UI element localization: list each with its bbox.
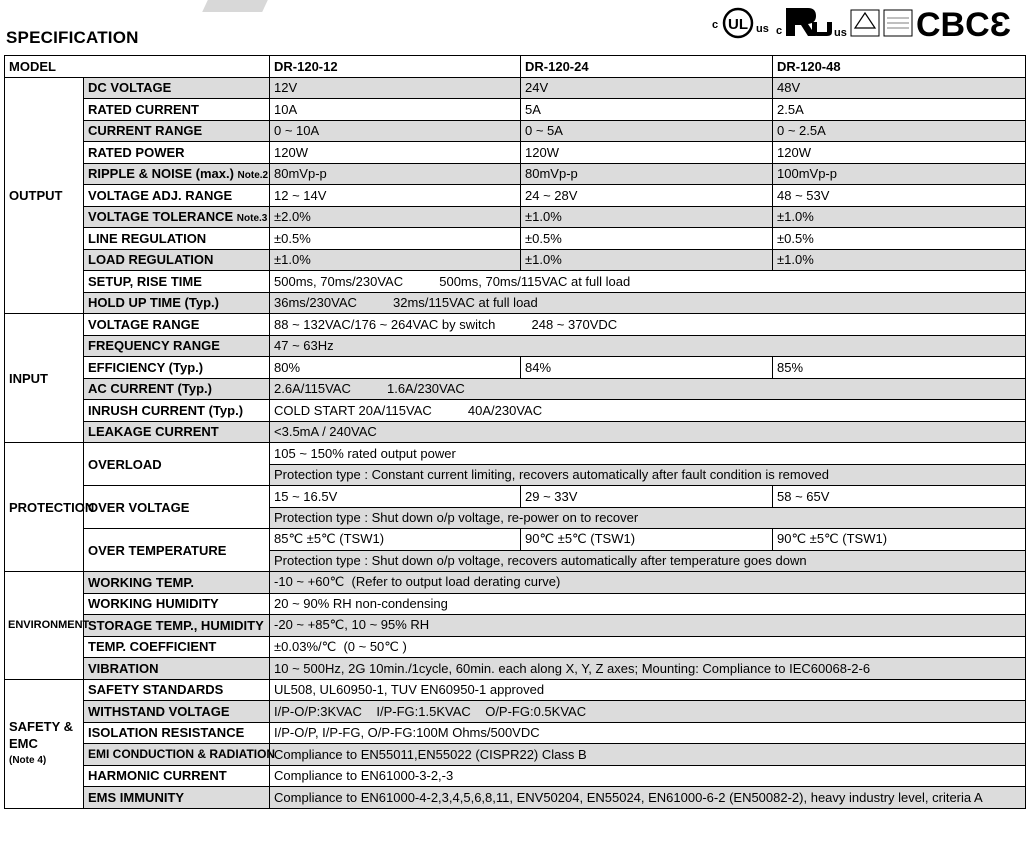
cert-logos-graphic	[700, 4, 1026, 44]
cell-value: ±1.0%	[773, 206, 1026, 228]
ru-u-icon	[812, 22, 832, 36]
row-label: INRUSH CURRENT (Typ.)	[84, 400, 270, 422]
cell-value: 80mVp-p	[521, 163, 773, 185]
row-label: HARMONIC CURRENT	[84, 765, 270, 787]
row-label: DC VOLTAGE	[84, 77, 270, 99]
group-safety-line1: SAFETY &	[9, 719, 74, 734]
cell-value: 2.5A	[773, 99, 1026, 121]
row-label: CURRENT RANGE	[84, 120, 270, 142]
specification-table	[4, 55, 1026, 809]
cell-value: 120W	[773, 142, 1026, 164]
model-col-3: DR-120-48	[773, 56, 1026, 78]
cell-value: <3.5mA / 240VAC	[270, 421, 1026, 443]
table-row	[5, 744, 1026, 766]
row-label: WITHSTAND VOLTAGE	[84, 701, 270, 723]
row-label: EMI CONDUCTION & RADIATION	[84, 744, 270, 766]
row-label-ripple	[84, 163, 270, 185]
cell-value: 24V	[521, 77, 773, 99]
table-row	[5, 421, 1026, 443]
row-label: SAFETY STANDARDS	[84, 679, 270, 701]
row-label: EFFICIENCY (Typ.)	[84, 357, 270, 379]
cell-value: ±0.5%	[521, 228, 773, 250]
table-row	[5, 529, 1026, 551]
table-row	[5, 206, 1026, 228]
cb-ce-mark: CBCƐ	[916, 6, 1011, 44]
page-title: SPECIFICATION	[6, 28, 139, 47]
table-row	[5, 228, 1026, 250]
cell-value: Compliance to EN61000-3-2,-3	[270, 765, 1026, 787]
cell-value: 120W	[270, 142, 521, 164]
cell-value: 29 ~ 33V	[521, 486, 773, 508]
cell-value: 15 ~ 16.5V	[270, 486, 521, 508]
table-row	[5, 572, 1026, 594]
decorative-corner	[202, 0, 268, 12]
cell-value: I/P-O/P, I/P-FG, O/P-FG:100M Ohms/500VDC	[270, 722, 1026, 744]
row-label: ISOLATION RESISTANCE	[84, 722, 270, 744]
row-label: EMS IMMUNITY	[84, 787, 270, 809]
table-row	[5, 314, 1026, 336]
table-row	[5, 163, 1026, 185]
cul-c-mark: c	[712, 19, 719, 31]
note-ref: Note.2	[237, 170, 269, 182]
row-label: LINE REGULATION	[84, 228, 270, 250]
cell-value: 0 ~ 10A	[270, 120, 521, 142]
cell-value: 48V	[773, 77, 1026, 99]
group-safety-line2: EMC	[9, 736, 38, 751]
table-row	[5, 787, 1026, 809]
cell-value: 58 ~ 65V	[773, 486, 1026, 508]
cell-value: ±1.0%	[521, 206, 773, 228]
table-row	[5, 615, 1026, 637]
row-label: FREQUENCY RANGE	[84, 335, 270, 357]
row-label: WORKING TEMP.	[84, 572, 270, 594]
cell-value: 5A	[521, 99, 773, 121]
cell-value: 84%	[521, 357, 773, 379]
cell-value: 90℃ ±5℃ (TSW1)	[773, 529, 1026, 551]
ru-recognized-icon	[786, 8, 816, 36]
certification-logos	[700, 4, 1026, 44]
row-label: VIBRATION	[84, 658, 270, 680]
ru-c-mark: c	[776, 25, 783, 37]
row-label: RATED CURRENT	[84, 99, 270, 121]
row-label-text: VOLTAGE TOLERANCE	[88, 209, 234, 225]
cell-value: ±1.0%	[521, 249, 773, 271]
cell-value: 36ms/230VAC 32ms/115VAC at full load	[270, 292, 1026, 314]
row-label: TEMP. COEFFICIENT	[84, 636, 270, 658]
cell-value: 88 ~ 132VAC/176 ~ 264VAC by switch 248 ~ 370VDC	[270, 314, 1026, 336]
table-row	[5, 701, 1026, 723]
cell-value: 100mVp-p	[773, 163, 1026, 185]
cell-value: 0 ~ 5A	[521, 120, 773, 142]
group-safety-emc	[5, 679, 84, 808]
table-row	[5, 292, 1026, 314]
table-row	[5, 142, 1026, 164]
row-label-text: RIPPLE & NOISE (max.)	[88, 166, 234, 182]
table-row	[5, 722, 1026, 744]
group-input: INPUT	[5, 314, 84, 443]
table-row	[5, 185, 1026, 207]
note-ref: Note.3	[236, 213, 268, 225]
cell-value: 10 ~ 500Hz, 2G 10min./1cycle, 60min. each along X, Y, Z axes; Mounting: Compliance to IEC60068-2-6	[270, 658, 1026, 680]
table-header-row	[5, 56, 1026, 78]
table-row	[5, 400, 1026, 422]
cell-value: 10A	[270, 99, 521, 121]
cell-value: 24 ~ 28V	[521, 185, 773, 207]
row-label: VOLTAGE RANGE	[84, 314, 270, 336]
model-header: MODEL	[5, 56, 270, 78]
cell-value: COLD START 20A/115VAC 40A/230VAC	[270, 400, 1026, 422]
cell-value: ±0.5%	[270, 228, 521, 250]
cell-value: Compliance to EN61000-4-2,3,4,5,6,8,11, ENV50204, EN55024, EN61000-6-2 (EN50082-2), heavy industry level, criteria A	[270, 787, 1026, 809]
table-row	[5, 99, 1026, 121]
row-label-tolerance	[84, 206, 270, 228]
row-label: OVER VOLTAGE	[84, 486, 270, 529]
cell-value: 12 ~ 14V	[270, 185, 521, 207]
table-row	[5, 679, 1026, 701]
group-protection: PROTECTION	[5, 443, 84, 572]
cell-value: ±1.0%	[270, 249, 521, 271]
cell-value: I/P-O/P:3KVAC I/P-FG:1.5KVAC O/P-FG:0.5KVAC	[270, 701, 1026, 723]
table-row	[5, 765, 1026, 787]
cell-value: 2.6A/115VAC 1.6A/230VAC	[270, 378, 1026, 400]
cell-value: 47 ~ 63Hz	[270, 335, 1026, 357]
row-label: STORAGE TEMP., HUMIDITY	[84, 615, 270, 637]
table-row	[5, 593, 1026, 615]
tuv-triangle-icon	[855, 13, 875, 28]
cell-value: 105 ~ 150% rated output power	[270, 443, 1026, 465]
cell-value: -10 ~ +60℃ (Refer to output load derating curve)	[270, 572, 1026, 594]
row-label: LOAD REGULATION	[84, 249, 270, 271]
table-row	[5, 357, 1026, 379]
table-row	[5, 443, 1026, 465]
cell-value: 90℃ ±5℃ (TSW1)	[521, 529, 773, 551]
cell-value: 0 ~ 2.5A	[773, 120, 1026, 142]
table-row	[5, 378, 1026, 400]
model-col-2: DR-120-24	[521, 56, 773, 78]
cell-value: 48 ~ 53V	[773, 185, 1026, 207]
row-label: RATED POWER	[84, 142, 270, 164]
group-output: OUTPUT	[5, 77, 84, 314]
cell-value: 80mVp-p	[270, 163, 521, 185]
row-label: OVERLOAD	[84, 443, 270, 486]
cul-us-mark: us	[756, 23, 769, 35]
table-row	[5, 335, 1026, 357]
table-row	[5, 77, 1026, 99]
cell-value: ±1.0%	[773, 249, 1026, 271]
table-row	[5, 249, 1026, 271]
model-col-1: DR-120-12	[270, 56, 521, 78]
row-label: VOLTAGE ADJ. RANGE	[84, 185, 270, 207]
cell-value: 120W	[521, 142, 773, 164]
cell-value: ±0.5%	[773, 228, 1026, 250]
row-label: AC CURRENT (Typ.)	[84, 378, 270, 400]
cell-value: ±0.03%/℃ (0 ~ 50℃ )	[270, 636, 1026, 658]
cell-value: 85%	[773, 357, 1026, 379]
cell-value: -20 ~ +85℃, 10 ~ 95% RH	[270, 615, 1026, 637]
row-label: LEAKAGE CURRENT	[84, 421, 270, 443]
ul-text: UL	[728, 16, 748, 33]
table-row	[5, 636, 1026, 658]
cell-value: Protection type : Shut down o/p voltage, recovers automatically after temperature goes down	[270, 550, 1026, 572]
table-row	[5, 120, 1026, 142]
ru-us-mark: us	[834, 27, 847, 39]
row-label: SETUP, RISE TIME	[84, 271, 270, 293]
row-label: OVER TEMPERATURE	[84, 529, 270, 572]
cell-value: Compliance to EN55011,EN55022 (CISPR22) Class B	[270, 744, 1026, 766]
table-row	[5, 658, 1026, 680]
cell-value: 85℃ ±5℃ (TSW1)	[270, 529, 521, 551]
table-row	[5, 271, 1026, 293]
group-environment: ENVIRONMENT	[5, 572, 84, 680]
cell-value: 80%	[270, 357, 521, 379]
row-label: WORKING HUMIDITY	[84, 593, 270, 615]
cell-value: Protection type : Constant current limiting, recovers automatically after fault condition is removed	[270, 464, 1026, 486]
table-row	[5, 486, 1026, 508]
cell-value: 12V	[270, 77, 521, 99]
cell-value: ±2.0%	[270, 206, 521, 228]
cell-value: Protection type : Shut down o/p voltage, re-power on to recover	[270, 507, 1026, 529]
row-label: HOLD UP TIME (Typ.)	[84, 292, 270, 314]
cell-value: UL508, UL60950-1, TUV EN60950-1 approved	[270, 679, 1026, 701]
cell-value: 500ms, 70ms/230VAC 500ms, 70ms/115VAC at full load	[270, 271, 1026, 293]
group-safety-note: (Note 4)	[9, 755, 47, 766]
cell-value: 20 ~ 90% RH non-condensing	[270, 593, 1026, 615]
